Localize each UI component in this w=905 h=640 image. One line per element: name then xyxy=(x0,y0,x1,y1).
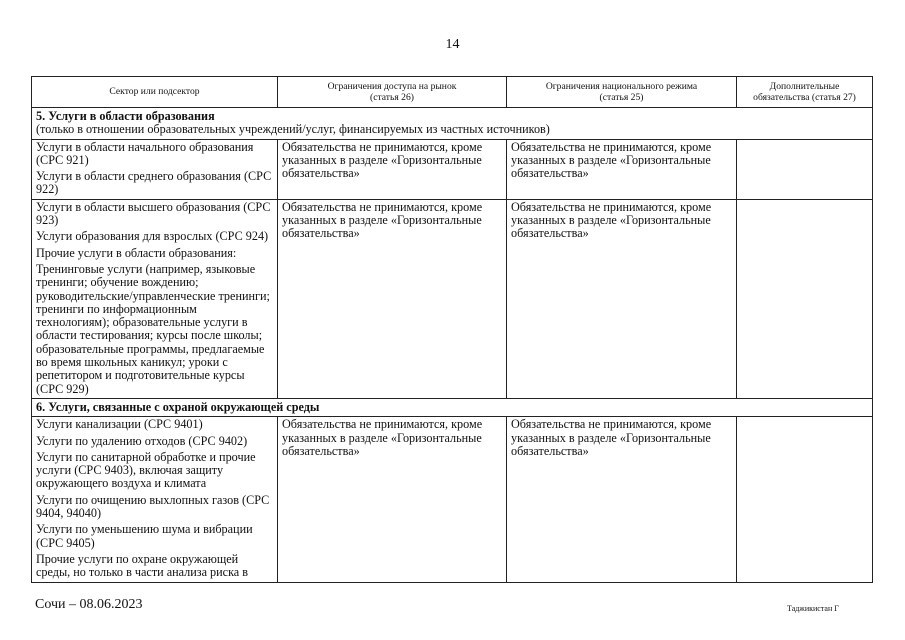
sector-line: Услуги в области высшего образования (СРС 923) xyxy=(36,199,271,228)
additional-cell xyxy=(737,417,873,582)
section-row xyxy=(32,398,873,416)
sector-line: Услуги по санитарной обработке и прочие услуги (СРС 9403), включая защиту окружающего воздуха и климата xyxy=(36,449,256,491)
header-market-access-text: Ограничения доступа на рынок (статья 26) xyxy=(327,80,457,103)
sector-cell xyxy=(32,199,278,398)
market-access-cell: Обязательства не принимаются, кроме указанных в разделе «Горизонтальные обязательства» xyxy=(278,417,507,582)
schedule-table xyxy=(31,76,873,583)
table-row xyxy=(32,139,873,199)
header-national-treatment xyxy=(507,77,737,108)
national-treatment-cell: Обязательства не принимаются, кроме указанных в разделе «Горизонтальные обязательства» xyxy=(507,199,737,398)
section-row xyxy=(32,108,873,140)
sector-line: Прочие услуги в области образования: xyxy=(36,245,237,260)
header-market-access xyxy=(278,77,507,108)
footer-country: Таджикистан Г xyxy=(787,604,839,613)
table-header-row xyxy=(32,77,873,108)
sector-line: Прочие услуги по охране окружающей среды, но только в части анализа риска в xyxy=(36,551,249,580)
market-access-cell: Обязательства не принимаются, кроме указанных в разделе «Горизонтальные обязательства» xyxy=(278,139,507,199)
sector-line: Услуги канализации (СРС 9401) xyxy=(36,417,203,432)
section-5-heading xyxy=(32,108,873,140)
national-treatment-cell: Обязательства не принимаются, кроме указанных в разделе «Горизонтальные обязательства» xyxy=(507,139,737,199)
sector-line: Тренинговые услуги (например, языковые тренинги; обучение вождению; руководительские/управленческие тренинги; тренинги по информационным технологиям); образовательные услуги в области тестирования; курсы после школы; образовательные программы, предлагаемые во время школьных каникул; уроки с репетитором и подготовительные курсы (СРС 929) xyxy=(36,261,270,396)
additional-cell xyxy=(737,139,873,199)
sector-line: Услуги по удалению отходов (СРС 9402) xyxy=(36,433,248,448)
section-5-subtitle: (только в отношении образовательных учреждений/услуг, финансируемых из частных источников) xyxy=(36,122,550,137)
sector-line: Услуги в области среднего образования (СРС 922) xyxy=(36,169,272,197)
additional-cell xyxy=(737,199,873,398)
sector-line: Услуги по очищению выхлопных газов (СРС 9404, 94040) xyxy=(36,492,270,521)
header-additional xyxy=(737,77,873,108)
section-5-title: 5. Услуги в области образования xyxy=(36,109,215,123)
header-national-treatment-text: Ограничения национального режима (статья 25) xyxy=(545,80,698,103)
sector-cell xyxy=(32,139,278,199)
table-row xyxy=(32,417,873,582)
sector-line: Услуги в области начального образования (СРС 921) xyxy=(36,139,254,167)
sector-cell xyxy=(32,417,278,582)
page-number: 14 xyxy=(445,37,460,52)
national-treatment-cell: Обязательства не принимаются, кроме указанных в разделе «Горизонтальные обязательства» xyxy=(507,417,737,582)
section-6-heading xyxy=(32,398,873,416)
table-row xyxy=(32,199,873,398)
section-6-title: 6. Услуги, связанные с охраной окружающей среды xyxy=(36,399,320,414)
footer-date: Сочи – 08.06.2023 xyxy=(35,597,143,612)
header-additional-text: Дополнительные обязательства (статья 27) xyxy=(753,80,856,103)
sector-line: Услуги по уменьшению шума и вибрации (СРС 9405) xyxy=(36,522,253,550)
header-sector xyxy=(32,77,278,108)
market-access-cell: Обязательства не принимаются, кроме указанных в разделе «Горизонтальные обязательства» xyxy=(278,199,507,398)
sector-line: Услуги образования для взрослых (СРС 924) xyxy=(36,229,269,244)
header-sector-text: Сектор или подсектор xyxy=(109,86,200,97)
